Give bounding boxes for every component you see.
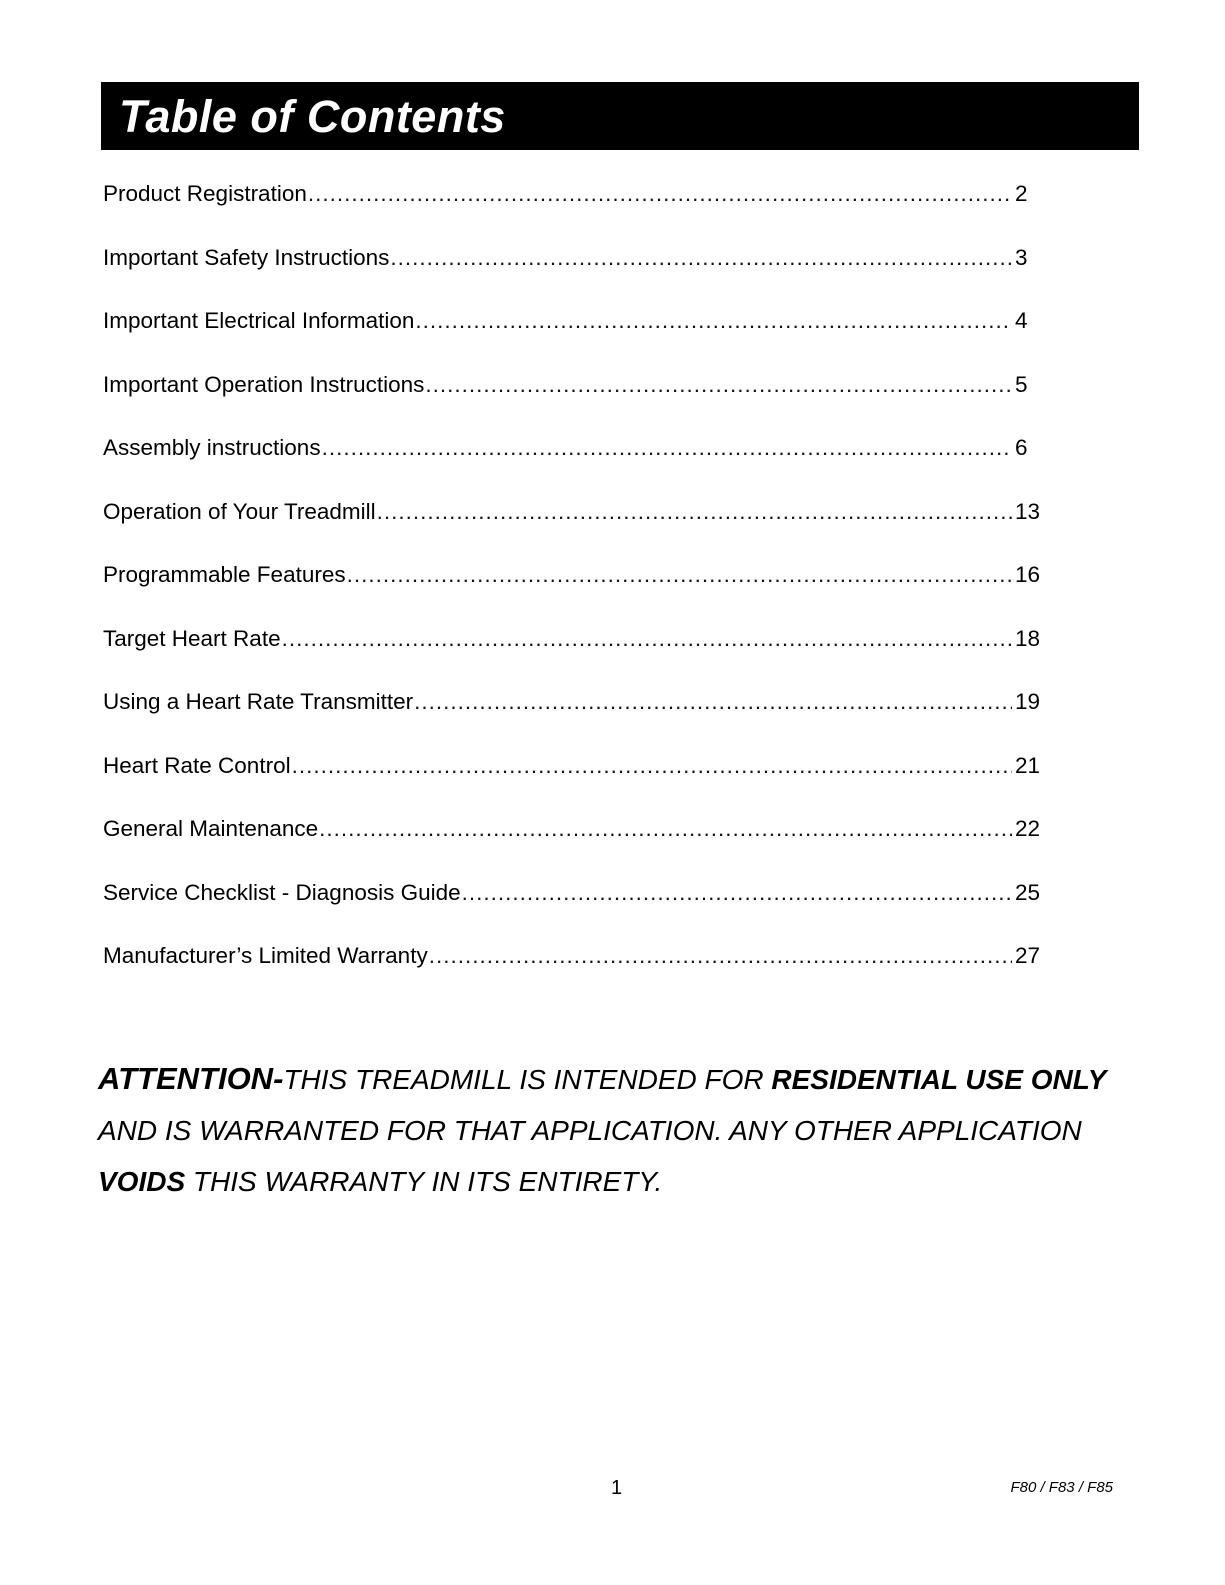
toc-entry-label: Manufacturer’s Limited Warranty: [103, 943, 428, 968]
toc-entry-page: 27: [1015, 943, 1041, 968]
toc-entry[interactable]: [103, 174, 1043, 238]
toc-entry-page: 25: [1015, 879, 1041, 905]
toc-leader-dots: [292, 746, 1012, 786]
title-bar: [101, 82, 1139, 150]
attention-text-1: THIS TREADMILL IS INTENDED FOR: [283, 1064, 772, 1095]
attention-emphasis-voids: VOIDS: [98, 1166, 186, 1197]
toc-entry-label: Important Operation Instructions: [103, 371, 425, 397]
toc-entry-label: Important Safety Instructions: [103, 244, 390, 270]
toc-leader-dots: [390, 238, 1012, 278]
page-number: 1: [611, 1477, 623, 1499]
attention-text-3: THIS WARRANTY IN ITS ENTIRETY.: [185, 1166, 663, 1197]
toc-entry-page: 5: [1015, 371, 1028, 397]
toc-entry[interactable]: [103, 682, 1043, 746]
toc-entry-label: Target Heart Rate: [103, 625, 281, 651]
toc-entry[interactable]: [103, 428, 1043, 492]
toc-entry[interactable]: [103, 301, 1043, 365]
toc-entry[interactable]: [103, 746, 1043, 810]
toc-entry-page: 2: [1015, 181, 1028, 206]
toc-leader-dots: [414, 682, 1012, 722]
toc-entry-page: 18: [1015, 625, 1041, 651]
attention-emphasis-residential: RESIDENTIAL USE ONLY: [771, 1064, 1107, 1095]
toc-entry-page: 19: [1015, 689, 1041, 714]
toc-entry[interactable]: [103, 809, 1043, 873]
toc-entry-page: 22: [1015, 816, 1041, 841]
attention-lead: ATTENTION-: [98, 1061, 284, 1096]
toc-entry-page: 6: [1015, 435, 1028, 460]
toc-entry-label: Important Electrical Information: [103, 308, 415, 333]
toc-leader-dots: [462, 873, 1012, 913]
attention-text-2: AND IS WARRANTED FOR THAT APPLICATION. ANY OTHER APPLICATION: [98, 1115, 1082, 1146]
toc-leader-dots: [377, 492, 1012, 532]
toc-entry[interactable]: [103, 936, 1043, 1000]
toc-entry-page: 21: [1015, 752, 1041, 778]
toc-entry-page: 16: [1015, 562, 1041, 587]
toc-entry-page: 13: [1015, 498, 1041, 524]
toc-entry[interactable]: [103, 619, 1043, 683]
toc-leader-dots: [322, 428, 1012, 468]
toc-entry-label: Heart Rate Control: [103, 752, 291, 778]
toc-entry-label: Assembly instructions: [103, 435, 321, 460]
toc-leader-dots: [282, 619, 1012, 659]
toc-entry[interactable]: [103, 492, 1043, 556]
toc-leader-dots: [347, 555, 1012, 595]
toc-entry-label: Using a Heart Rate Transmitter: [103, 689, 414, 714]
toc-leader-dots: [308, 174, 1012, 214]
table-of-contents: [103, 174, 1043, 1000]
toc-entry[interactable]: [103, 238, 1043, 302]
toc-leader-dots: [319, 809, 1012, 849]
toc-entry-label: Operation of Your Treadmill: [103, 498, 376, 524]
attention-notice: [98, 1053, 1138, 1207]
toc-leader-dots: [425, 365, 1012, 405]
page-title: Table of Contents: [119, 91, 506, 142]
toc-entry[interactable]: [103, 555, 1043, 619]
toc-entry-page: 3: [1015, 244, 1028, 270]
toc-entry[interactable]: [103, 365, 1043, 429]
toc-entry-label: Programmable Features: [103, 562, 346, 587]
toc-entry-label: Product Registration: [103, 181, 307, 206]
model-numbers: F80 / F83 / F85: [1010, 1479, 1113, 1496]
toc-entry-page: 4: [1015, 308, 1028, 333]
toc-entry-label: General Maintenance: [103, 816, 319, 841]
toc-entry[interactable]: [103, 873, 1043, 937]
toc-leader-dots: [415, 301, 1012, 341]
toc-entry-label: Service Checklist - Diagnosis Guide: [103, 879, 461, 905]
toc-leader-dots: [429, 936, 1012, 976]
